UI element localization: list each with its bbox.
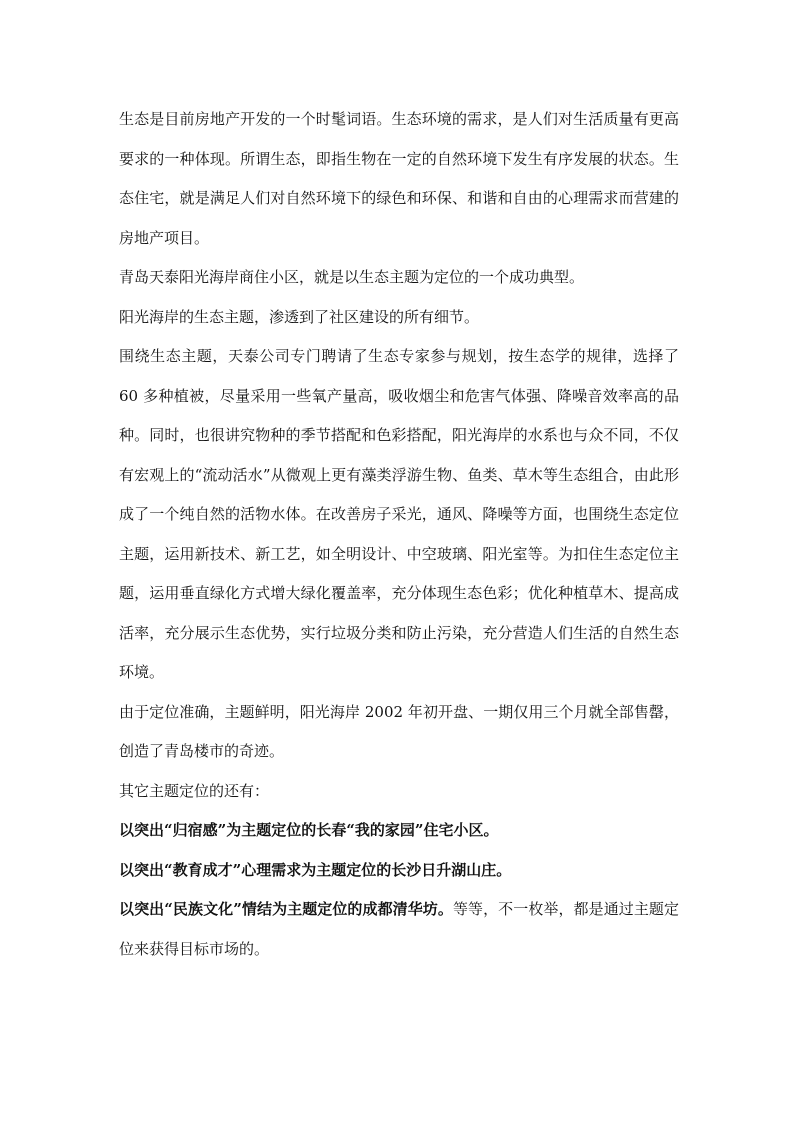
paragraph-chengdu <box>119 890 679 969</box>
paragraph-theme-details: 阳光海岸的生态主题，渗透到了社区建设的所有细节。 <box>119 307 480 326</box>
paragraph-sales-result: 由于定位准确，主题鲜明，阳光海岸 2002 年初开盘、一期仅用三个月就全部售罄，创造了青岛楼市的奇迹。 <box>119 702 679 760</box>
paragraph-qingdao-example: 青岛天泰阳光海岸商住小区，就是以生态主题为定位的一个成功典型。 <box>119 268 585 286</box>
document-body <box>119 100 679 969</box>
paragraph-eco-definition: 生态是目前房地产开发的一个时髦词语。生态环境的需求，是人们对生活质量有更高要求的一种体现。所谓生态，即指生物在一定的自然环境下发生有序发展的状态。生态住宅，就是满足人们对自然环境下的绿色和环保、和谐和自由的心理需求而营建的房地产项目。 <box>119 110 679 247</box>
paragraph-planning: 围绕生态主题，天泰公司专门聘请了生态专家参与规划，按生态学的规律，选择了 60 多种植被，尽量采用一些氧产量高，吸收烟尘和危害气体强、降噪音效率高的品种。同时，也很讲究物种的季节搭配和色彩搭配，阳光海岸的水系也与众不同，不仅有宏观上的“流动活水”从微观上更有藻类浮游生物、鱼类、草木等生态组合，由此形成了一个纯自然的活物水体。在改善房子采光，通风、降噪等方面，也围绕生态定位主题，运用新技术、新工艺，如全明设计、中空玻璃、阳光室等。为扣住生态定位主题，运用垂直绿化方式增大绿化覆盖率，充分体现生态色彩；优化种植草木、提高成活率，充分展示生态优势，实行垃圾分类和防止污染，充分营造人们生活的自然生态环境。 <box>119 347 679 681</box>
example-changsha: 以突出“教育成才”心理需求为主题定位的长沙日升湖山庄。 <box>119 860 512 879</box>
example-chengdu: 以突出“民族文化”情结为主题定位的成都清华坊。 <box>119 900 453 918</box>
closing-text: 等等，不一枚举，都是通过主题定位来获得目标市场的。 <box>119 900 679 958</box>
example-changchun: 以突出“归宿感”为主题定位的长春“我的家园”住宅小区。 <box>119 821 499 839</box>
paragraph-other-themes: 其它主题定位的还有： <box>119 781 270 800</box>
